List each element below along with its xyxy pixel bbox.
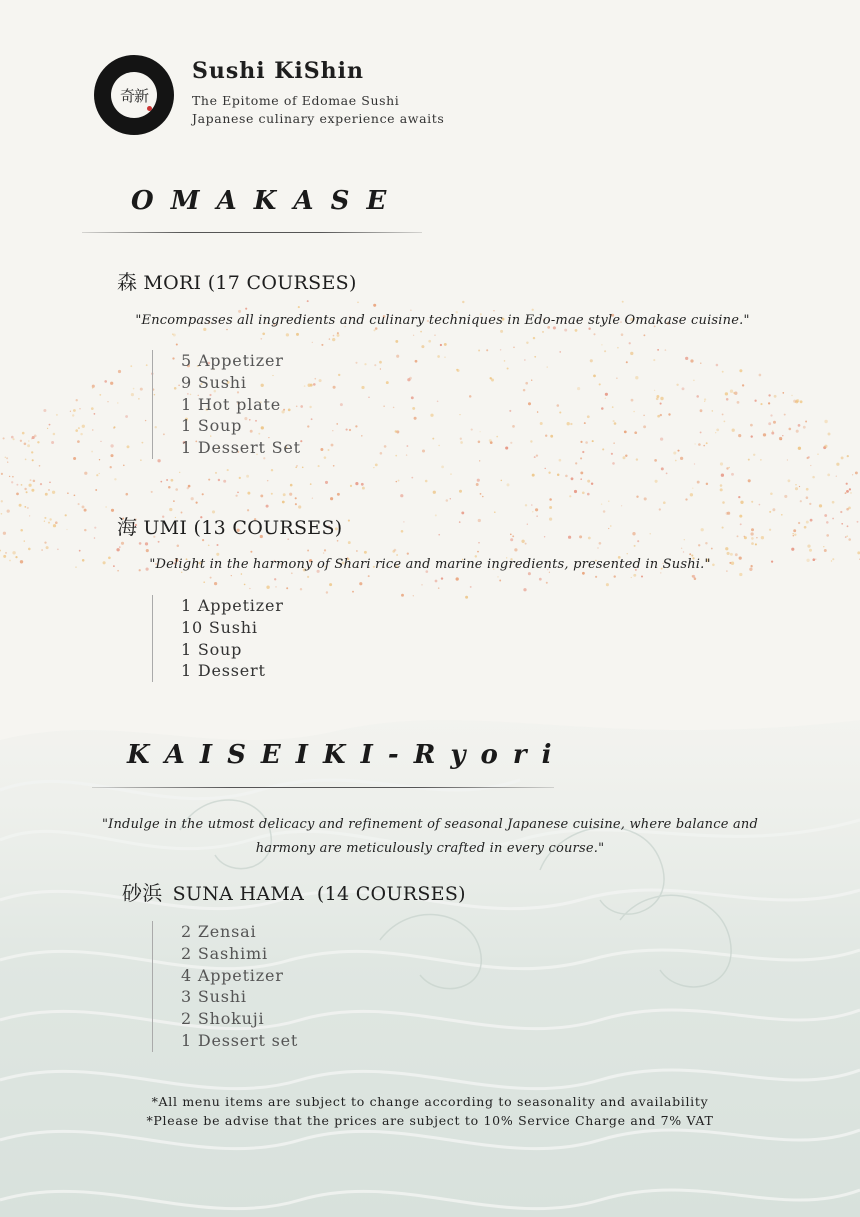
description-line: harmony are meticulously crafted in every course."	[255, 841, 605, 856]
wave-background	[0, 700, 860, 1217]
footnotes	[0, 1092, 860, 1130]
course-heading-umi	[117, 511, 343, 540]
course-kanji: 海	[117, 515, 138, 539]
logo-seal-dot	[147, 106, 152, 111]
section-title-kaiseki: K A I S E I K I - R y o r i	[127, 740, 555, 770]
list-item: 4 Appetizer	[181, 965, 284, 985]
list-item: 2 Zensai	[181, 922, 257, 941]
course-item-list-suna-hama	[152, 921, 298, 1052]
course-item-list-umi	[152, 595, 284, 682]
list-item: 1 Hot plate	[181, 394, 281, 414]
logo-emblem: 奇新	[111, 72, 157, 118]
course-description: "Delight in the harmony of Shari rice and marine ingredients, presented in Sushi."	[149, 557, 711, 572]
list-item: 3 Sushi	[181, 987, 247, 1007]
section-divider	[82, 232, 422, 233]
list-item: 1 Dessert Set	[181, 438, 301, 458]
list-item: 10 Sushi	[181, 617, 258, 637]
footnote-seasonality: *All menu items are subject to change according to seasonality and availability	[151, 1094, 709, 1109]
tagline-secondary: Japanese culinary experience awaits	[192, 111, 445, 126]
tagline-primary: The Epitome of Edomae Sushi	[192, 93, 400, 108]
gold-dust-decoration	[0, 300, 860, 720]
list-item: 2 Shokuji	[181, 1009, 265, 1029]
course-kanji: 森	[117, 270, 138, 294]
list-item: 1 Dessert set	[181, 1030, 299, 1050]
list-item: 9 Sushi	[181, 372, 247, 392]
course-heading-mori	[117, 266, 357, 295]
list-item: 1 Soup	[181, 639, 243, 659]
section-divider	[92, 787, 554, 788]
restaurant-name: Sushi KiShin	[192, 58, 364, 84]
course-name: MORI (17 COURSES)	[143, 272, 357, 294]
restaurant-logo	[94, 55, 174, 135]
description-line: "Indulge in the utmost delicacy and refinement of seasonal Japanese cuisine, where balance and	[101, 817, 759, 832]
course-name: SUNA HAMA (14 COURSES)	[172, 883, 466, 905]
course-kanji: 砂浜	[122, 881, 163, 905]
list-item: 2 Sashimi	[181, 943, 268, 963]
course-description: "Encompasses all ingredients and culinary techniques in Edo-mae style Omakase cuisine."	[135, 313, 750, 328]
footnote-service-charge: *Please be advise that the prices are subject to 10% Service Charge and 7% VAT	[146, 1113, 714, 1128]
list-item: 1 Soup	[181, 416, 243, 436]
course-item-list-mori	[152, 350, 301, 459]
list-item: 5 Appetizer	[181, 351, 284, 370]
course-heading-suna-hama	[122, 877, 466, 906]
section-title-omakase: O M A K A S E	[131, 186, 391, 216]
course-description-kaiseki	[0, 813, 860, 861]
list-item: 1 Appetizer	[181, 596, 284, 615]
course-name: UMI (13 COURSES)	[143, 517, 343, 539]
list-item: 1 Dessert	[181, 661, 266, 681]
